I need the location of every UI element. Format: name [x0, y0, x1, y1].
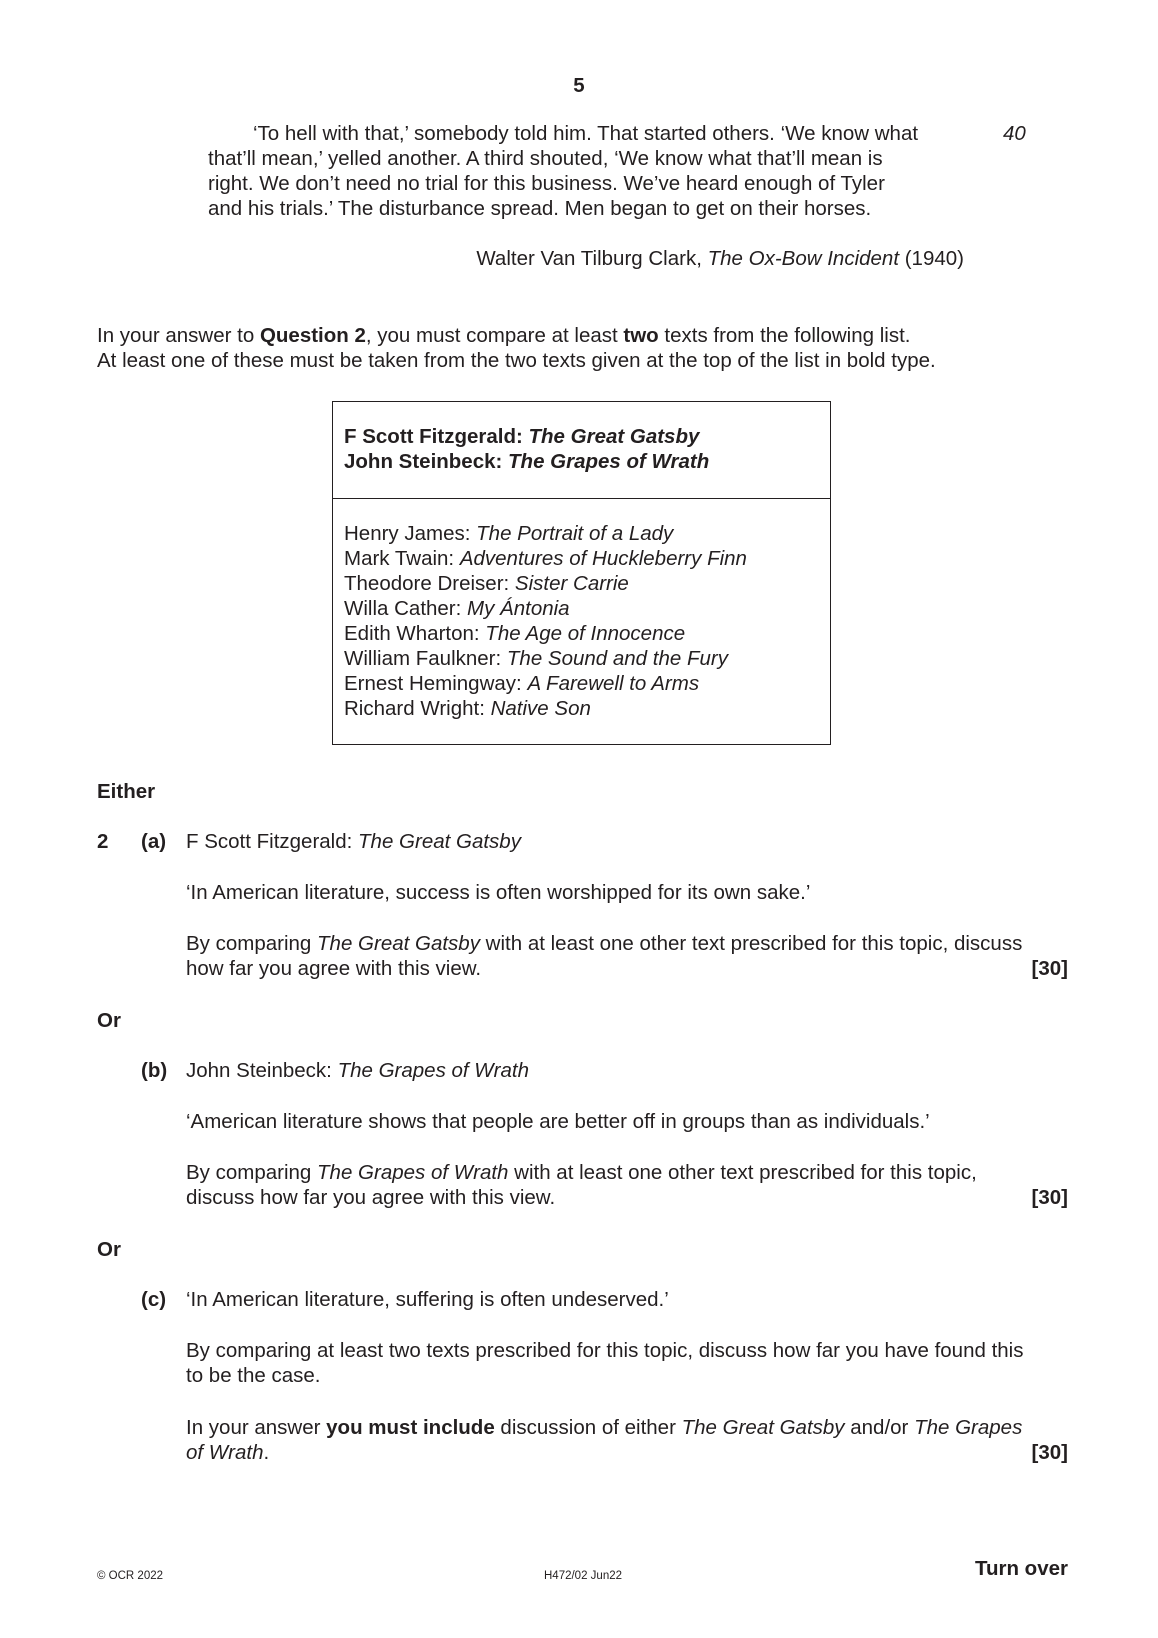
prompt-text: with at least one other text prescribed for this topic, [508, 1161, 977, 1184]
either-label: Either [97, 780, 156, 803]
include-title: The Grapes [914, 1416, 1023, 1439]
text-entry [344, 696, 747, 721]
or-label: Or [97, 1238, 121, 1261]
intro-question-ref: Question 2 [259, 324, 366, 347]
author: Ernest Hemingway: [344, 672, 528, 695]
title: The Great Gatsby [528, 425, 700, 448]
title: The Portrait of a Lady [476, 522, 674, 545]
author: John Steinbeck: [186, 1059, 338, 1082]
prompt-text: with at least one other text prescribed for this topic, discuss [479, 932, 1023, 955]
question-a-prompt-line2: how far you agree with this view. [186, 957, 482, 980]
question-number: 2 [97, 830, 109, 853]
intro-text: , you must compare at least [365, 324, 624, 347]
author: Willa Cather: [344, 597, 468, 620]
intro-text: texts from the following list. [658, 324, 911, 347]
question-b-heading [186, 1058, 529, 1083]
author: Edith Wharton: [344, 622, 486, 645]
title: The Grapes of Wrath [337, 1059, 529, 1082]
text-entry [344, 596, 747, 621]
line-number: 40 [1003, 122, 1026, 145]
include-text: discussion of either [494, 1416, 682, 1439]
passage-line: ‘To hell with that,’ somebody told him. That started others. ‘We know what [253, 122, 919, 145]
question-a-prompt [186, 931, 1022, 956]
or-label: Or [97, 1009, 121, 1032]
text-entry [344, 671, 747, 696]
page-number: 5 [573, 74, 585, 97]
question-c-include [186, 1415, 1022, 1440]
intro-text: In your answer to [97, 324, 260, 347]
title: Native Son [490, 697, 591, 720]
question-b-label: (b) [141, 1059, 168, 1082]
core-texts-section [333, 402, 830, 499]
turn-over-label: Turn over [974, 1557, 1068, 1580]
passage-attribution [476, 246, 964, 271]
include-title: of Wrath [186, 1441, 264, 1464]
prompt-text: By comparing [186, 932, 318, 955]
prompt-text: By comparing [186, 1161, 318, 1184]
author: Richard Wright: [344, 697, 491, 720]
title: My Ántonia [467, 597, 570, 620]
prompt-title: The Great Gatsby [317, 932, 480, 955]
title: Sister Carrie [514, 572, 629, 595]
prescribed-texts-box [332, 401, 831, 745]
title: A Farewell to Arms [527, 672, 700, 695]
text-entry [344, 646, 747, 671]
intro-emphasis: two [623, 324, 659, 347]
question-b-prompt [186, 1160, 977, 1185]
passage-line: right. We don’t need no trial for this business. We’ve heard enough of Tyler [208, 172, 885, 195]
author: Henry James: [344, 522, 477, 545]
attribution-author: Walter Van Tilburg Clark, [476, 247, 708, 270]
question-a-marks: [30] [1031, 957, 1068, 980]
author: Mark Twain: [344, 547, 460, 570]
include-text: . [263, 1441, 270, 1464]
passage-line: that’ll mean,’ yelled another. A third shouted, ‘We know what that’ll mean is [208, 147, 883, 170]
intro-line-2: At least one of these must be taken from the two texts given at the top of the list in bold type. [97, 349, 936, 372]
include-text: and/or [844, 1416, 915, 1439]
author: John Steinbeck: [344, 450, 509, 473]
question-c-quote: ‘In American literature, suffering is often undeserved.’ [186, 1288, 669, 1311]
title: The Age of Innocence [485, 622, 686, 645]
question-intro [97, 323, 936, 373]
question-a-quote: ‘In American literature, success is often worshipped for its own sake.’ [186, 881, 811, 904]
include-emphasis: you must include [326, 1416, 495, 1439]
question-a-label: (a) [141, 830, 167, 853]
question-c-marks: [30] [1031, 1441, 1068, 1464]
attribution-title: The Ox-Bow Incident [707, 247, 900, 270]
include-text: In your answer [186, 1416, 327, 1439]
title: Adventures of Huckleberry Finn [459, 547, 747, 570]
attribution-year: (1940) [899, 247, 964, 270]
question-a-heading [186, 829, 521, 854]
question-c-label: (c) [141, 1288, 167, 1311]
prompt-title: The Grapes of Wrath [317, 1161, 509, 1184]
question-b-marks: [30] [1031, 1186, 1068, 1209]
question-b-prompt-line2: discuss how far you agree with this view. [186, 1186, 556, 1209]
text-entry [344, 521, 747, 546]
title: The Grapes of Wrath [508, 450, 710, 473]
author: F Scott Fitzgerald: [186, 830, 359, 853]
question-c-prompt: By comparing at least two texts prescribed for this topic, discuss how far you have found this [186, 1339, 1024, 1362]
text-entry [344, 546, 747, 571]
author: Theodore Dreiser: [344, 572, 515, 595]
question-c-prompt-line2: to be the case. [186, 1364, 321, 1387]
include-title: The Great Gatsby [681, 1416, 845, 1439]
footer-copyright: © OCR 2022 [97, 1570, 164, 1582]
footer-paper-code: H472/02 Jun22 [544, 1570, 623, 1582]
core-text-entry [344, 424, 709, 449]
core-text-entry [344, 449, 709, 474]
question-b-quote: ‘American literature shows that people are better off in groups than as individuals.’ [186, 1110, 930, 1133]
question-c-include-line2 [186, 1440, 269, 1465]
title: The Great Gatsby [358, 830, 521, 853]
text-entry [344, 571, 747, 596]
extract-passage [208, 121, 968, 221]
author: F Scott Fitzgerald: [344, 425, 529, 448]
text-entry [344, 621, 747, 646]
passage-line: and his trials.’ The disturbance spread. Men began to get on their horses. [208, 197, 872, 220]
title: The Sound and the Fury [506, 647, 728, 670]
author: William Faulkner: [344, 647, 507, 670]
